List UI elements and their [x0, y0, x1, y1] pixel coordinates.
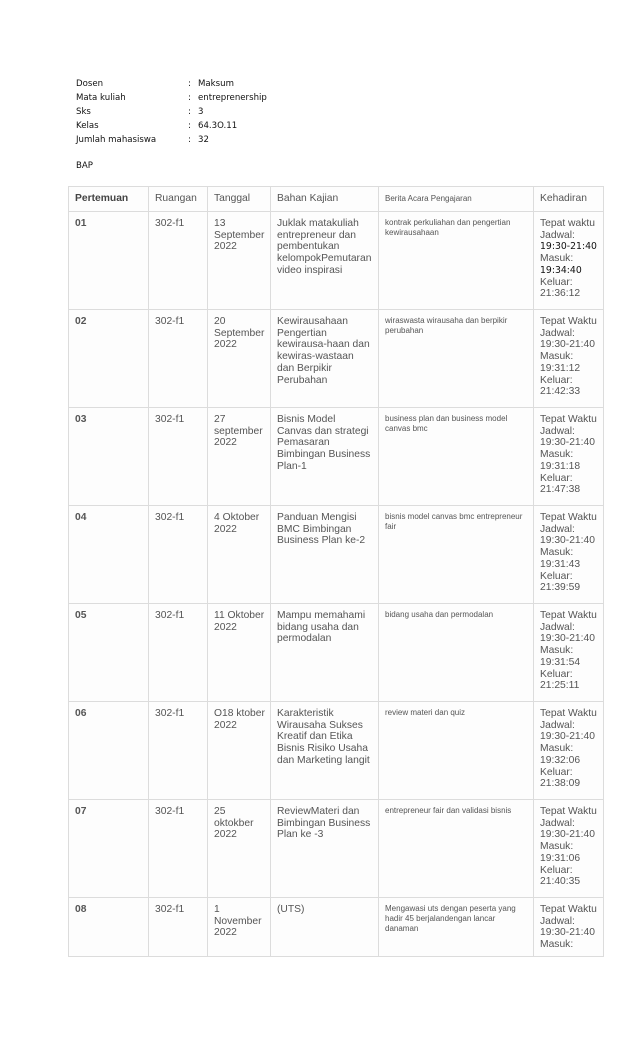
kehadiran-jadwal: 19:30-21:40: [540, 927, 595, 939]
cell-berita-acara: business plan dan business model canvas bmc: [379, 408, 534, 506]
cell-bahan-kajian: Panduan Mengisi BMC Bimbingan Business Plan ke-2: [271, 506, 379, 604]
kehadiran-status: Tepat Waktu: [540, 708, 597, 719]
cell-berita-acara: kontrak perkuliahan dan pengertian kewirausahaan: [379, 212, 534, 310]
cell-ruangan: 302-f1: [149, 408, 208, 506]
kehadiran-status: Tepat Waktu: [540, 414, 597, 425]
table-row: [69, 506, 604, 604]
header-tanggal: Tanggal: [208, 187, 271, 212]
kehadiran-keluar-label: Keluar:: [540, 668, 573, 680]
kehadiran-jadwal: 19:30-21:40: [540, 731, 595, 743]
cell-bahan-kajian: ReviewMateri dan Bimbingan Business Plan ke -3: [271, 800, 379, 898]
table-row: [69, 800, 604, 898]
cell-kehadiran: [534, 898, 604, 957]
bap-title: BAP: [76, 161, 93, 171]
cell-ruangan: 302-f1: [149, 800, 208, 898]
info-value: 3: [198, 107, 204, 117]
info-row-kelas: [76, 119, 267, 133]
kehadiran-keluar: 21:40:35: [540, 876, 581, 888]
kehadiran-jadwal: 19:30-21:40: [540, 241, 597, 253]
cell-bahan-kajian: Bisnis Model Canvas dan strategi Pemasaran Bimbingan Business Plan-1: [271, 408, 379, 506]
cell-tanggal: 4 Oktober 2022: [208, 506, 271, 604]
cell-berita-acara: wiraswasta wirausaha dan berpikir perubahan: [379, 310, 534, 408]
table-row: [69, 604, 604, 702]
kehadiran-keluar: 21:38:09: [540, 778, 581, 790]
header-bahan-kajian: Bahan Kajian: [271, 187, 379, 212]
kehadiran-jadwal: 19:30-21:40: [540, 829, 595, 841]
cell-kehadiran: [534, 506, 604, 604]
kehadiran-jadwal: 19:30-21:40: [540, 633, 595, 645]
kehadiran-status: Tepat waktu: [540, 218, 595, 229]
info-colon: :: [188, 107, 191, 117]
kehadiran-keluar: 21:36:12: [540, 288, 581, 300]
kehadiran-keluar-label: Keluar:: [540, 472, 573, 484]
kehadiran-masuk-label: Masuk:: [540, 253, 574, 265]
kehadiran-masuk: 19:31:06: [540, 852, 581, 864]
kehadiran-masuk: 19:31:12: [540, 362, 581, 374]
kehadiran-masuk-label: Masuk:: [540, 449, 574, 461]
kehadiran-jadwal-label: Jadwal:: [540, 425, 575, 437]
kehadiran-keluar: 21:39:59: [540, 582, 581, 594]
kehadiran-jadwal-label: Jadwal:: [540, 523, 575, 535]
kehadiran-masuk: 19:31:43: [540, 558, 581, 570]
kehadiran-masuk-label: Masuk:: [540, 743, 574, 755]
cell-pertemuan: 02: [69, 310, 149, 408]
kehadiran-keluar: 21:42:33: [540, 386, 581, 398]
header-pertemuan: Pertemuan: [69, 187, 149, 212]
info-value: 64.3O.11: [198, 121, 238, 131]
table-row: [69, 212, 604, 310]
table-row: [69, 310, 604, 408]
cell-tanggal: 13 September 2022: [208, 212, 271, 310]
cell-tanggal: 1 November 2022: [208, 898, 271, 957]
cell-pertemuan: 03: [69, 408, 149, 506]
info-row-sks: [76, 105, 267, 119]
header-kehadiran: Kehadiran: [534, 187, 604, 212]
info-label: Mata kuliah: [76, 93, 126, 103]
cell-bahan-kajian: Kewirausahaan Pengertian kewirausa-haan dan kewiras-wastaan dan Berpikir Perubahan: [271, 310, 379, 408]
kehadiran-masuk-label: Masuk:: [540, 841, 574, 853]
cell-ruangan: 302-f1: [149, 898, 208, 957]
cell-ruangan: 302-f1: [149, 604, 208, 702]
cell-pertemuan: 06: [69, 702, 149, 800]
cell-kehadiran: [534, 310, 604, 408]
kehadiran-status: Tepat Waktu: [540, 316, 597, 327]
cell-tanggal: 20 September 2022: [208, 310, 271, 408]
kehadiran-keluar-label: Keluar:: [540, 864, 573, 876]
kehadiran-masuk-label: Masuk:: [540, 939, 574, 951]
kehadiran-jadwal-label: Jadwal:: [540, 229, 575, 241]
table-header-row: [69, 187, 604, 212]
header-berita-acara: Berita Acara Pengajaran: [379, 187, 534, 212]
info-label: Jumlah mahasiswa: [76, 135, 157, 145]
info-value: Maksum: [198, 79, 234, 89]
kehadiran-jadwal: 19:30-21:40: [540, 437, 595, 449]
kehadiran-status: Tepat Waktu: [540, 904, 597, 915]
cell-bahan-kajian: Mampu memahami bidang usaha dan permodalan: [271, 604, 379, 702]
cell-pertemuan: 04: [69, 506, 149, 604]
kehadiran-masuk-label: Masuk:: [540, 351, 574, 363]
table-row: [69, 408, 604, 506]
header-ruangan: Ruangan: [149, 187, 208, 212]
info-colon: :: [188, 135, 191, 145]
kehadiran-masuk: 19:34:40: [540, 264, 582, 276]
cell-pertemuan: 01: [69, 212, 149, 310]
info-label: Sks: [76, 107, 91, 117]
kehadiran-keluar-label: Keluar:: [540, 374, 573, 386]
info-row-dosen: [76, 77, 267, 91]
kehadiran-keluar: 21:25:11: [540, 680, 580, 692]
cell-tanggal: 25 oktokber 2022: [208, 800, 271, 898]
kehadiran-jadwal-label: Jadwal:: [540, 621, 575, 633]
kehadiran-masuk: 19:31:18: [540, 460, 581, 472]
kehadiran-status: Tepat Waktu: [540, 512, 597, 523]
info-colon: :: [188, 121, 191, 131]
course-info: [76, 77, 267, 147]
kehadiran-status: Tepat Waktu: [540, 610, 597, 621]
kehadiran-masuk-label: Masuk:: [540, 645, 574, 657]
bap-table: [68, 186, 604, 957]
info-colon: :: [188, 79, 191, 89]
info-value: 32: [198, 135, 209, 145]
kehadiran-keluar-label: Keluar:: [540, 276, 573, 288]
cell-ruangan: 302-f1: [149, 702, 208, 800]
kehadiran-jadwal-label: Jadwal:: [540, 915, 575, 927]
cell-berita-acara: Mengawasi uts dengan peserta yang hadir 45 berjalandengan lancar danaman: [379, 898, 534, 957]
kehadiran-keluar-label: Keluar:: [540, 570, 573, 582]
info-row-mata-kuliah: [76, 91, 267, 105]
cell-berita-acara: entrepreneur fair dan validasi bisnis: [379, 800, 534, 898]
info-colon: :: [188, 93, 191, 103]
info-value: entreprenership: [198, 93, 267, 103]
cell-berita-acara: bisnis model canvas bmc entrepreneur fair: [379, 506, 534, 604]
info-label: Dosen: [76, 79, 104, 89]
cell-pertemuan: 08: [69, 898, 149, 957]
cell-ruangan: 302-f1: [149, 212, 208, 310]
cell-ruangan: 302-f1: [149, 310, 208, 408]
kehadiran-masuk: 19:31:54: [540, 656, 581, 668]
table-row: [69, 898, 604, 957]
cell-ruangan: 302-f1: [149, 506, 208, 604]
cell-berita-acara: review materi dan quiz: [379, 702, 534, 800]
cell-pertemuan: 07: [69, 800, 149, 898]
cell-bahan-kajian: Juklak matakuliah entrepreneur dan pembentukan kelompokPemutaran video inspirasi: [271, 212, 379, 310]
cell-kehadiran: [534, 212, 604, 310]
cell-kehadiran: [534, 702, 604, 800]
cell-bahan-kajian: (UTS): [271, 898, 379, 957]
kehadiran-keluar: 21:47:38: [540, 484, 581, 496]
cell-tanggal: 27 september 2022: [208, 408, 271, 506]
cell-tanggal: 11 Oktober 2022: [208, 604, 271, 702]
cell-kehadiran: [534, 604, 604, 702]
kehadiran-jadwal: 19:30-21:40: [540, 339, 595, 351]
kehadiran-masuk: 19:32:06: [540, 754, 581, 766]
cell-kehadiran: [534, 800, 604, 898]
info-label: Kelas: [76, 121, 99, 131]
kehadiran-status: Tepat Waktu: [540, 806, 597, 817]
kehadiran-jadwal-label: Jadwal:: [540, 719, 575, 731]
kehadiran-jadwal-label: Jadwal:: [540, 817, 575, 829]
cell-berita-acara: bidang usaha dan permodalan: [379, 604, 534, 702]
kehadiran-jadwal: 19:30-21:40: [540, 535, 595, 547]
kehadiran-keluar-label: Keluar:: [540, 766, 573, 778]
table-row: [69, 702, 604, 800]
info-row-jumlah-mahasiswa: [76, 133, 267, 147]
cell-tanggal: O18 ktober 2022: [208, 702, 271, 800]
cell-pertemuan: 05: [69, 604, 149, 702]
kehadiran-jadwal-label: Jadwal:: [540, 327, 575, 339]
kehadiran-masuk-label: Masuk:: [540, 547, 574, 559]
cell-bahan-kajian: Karakteristik Wirausaha Sukses Kreatif dan Etika Bisnis Risiko Usaha dan Marketing langit: [271, 702, 379, 800]
cell-kehadiran: [534, 408, 604, 506]
